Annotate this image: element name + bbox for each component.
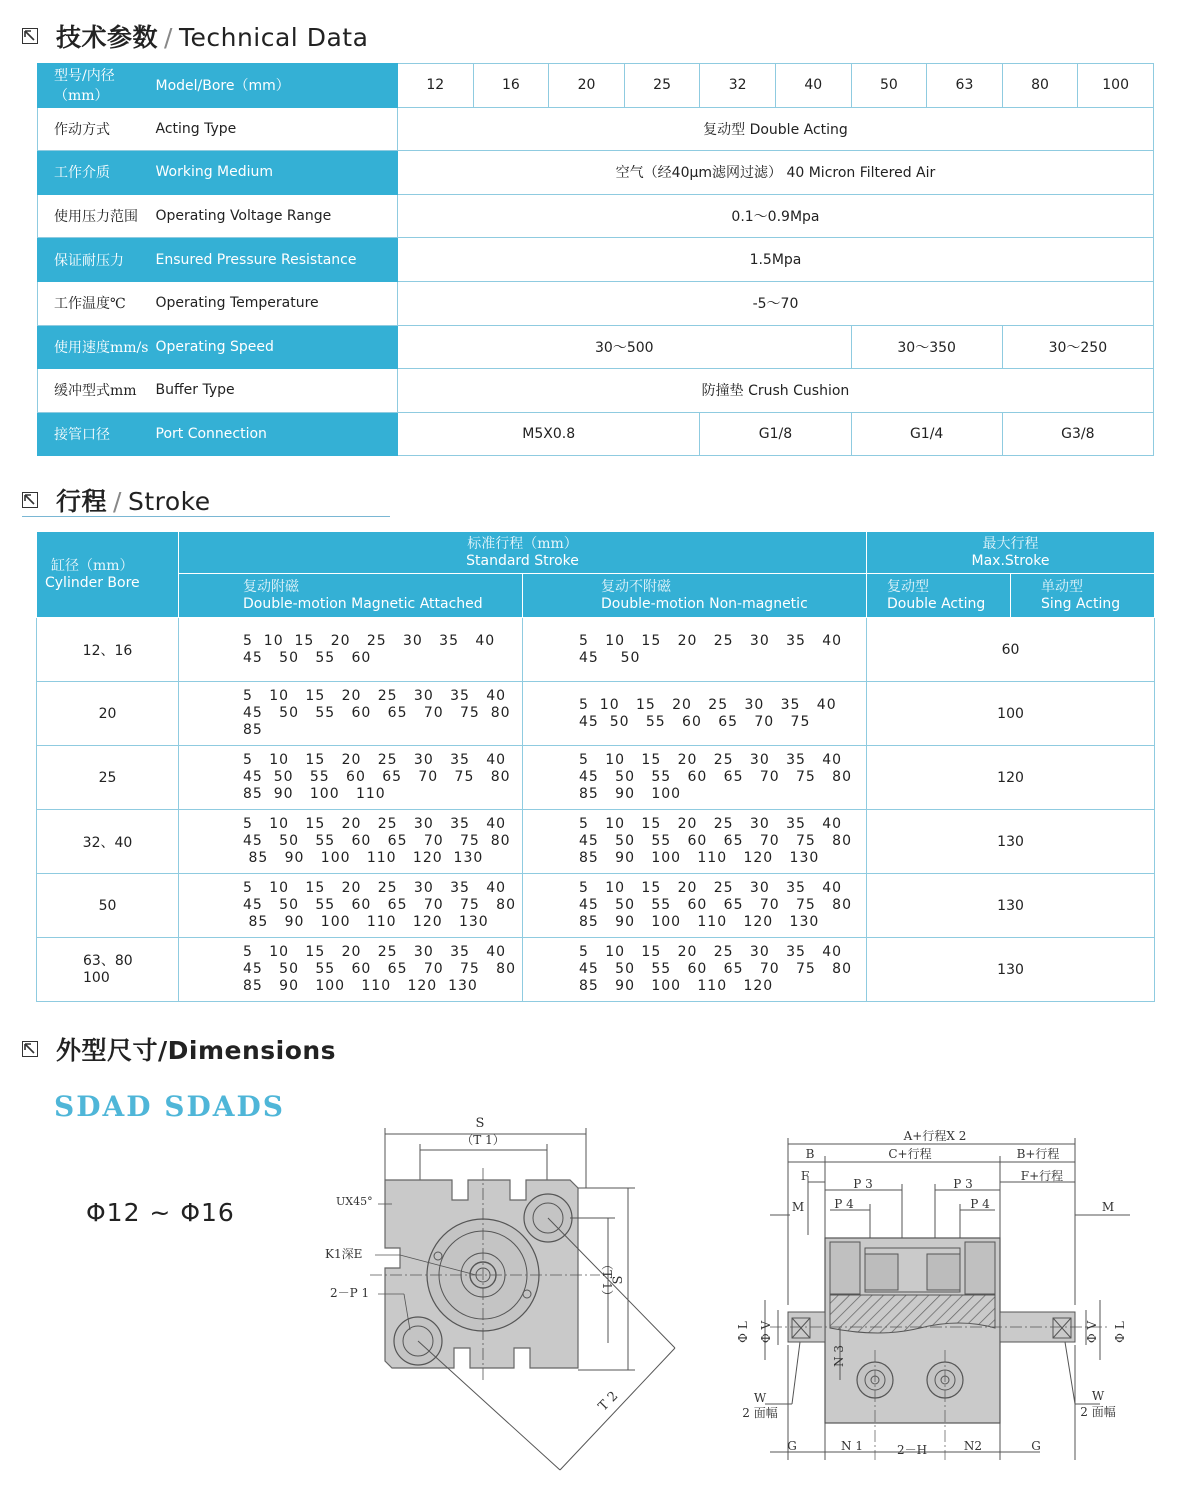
magnetic-strokes: 5 10 15 20 25 30 35 40 45 50 55 60 65 70 75 80 85 [179, 682, 523, 746]
row-value: G1/8 [700, 412, 851, 456]
max-stroke: 100 [867, 682, 1155, 746]
tech-row-pressure-resistance [38, 238, 1154, 282]
dim-p4-left: P 4 [834, 1197, 854, 1211]
tech-row-temperature [38, 281, 1154, 325]
row-value: 1.5Mpa [398, 238, 1154, 282]
non-magnetic-strokes: 5 10 15 20 25 30 35 40 45 50 [523, 618, 867, 682]
bore-cell: 80 [1002, 64, 1078, 108]
row-value: -5～70 [398, 281, 1154, 325]
bore-cell: 40 [775, 64, 851, 108]
piston-part [865, 1254, 898, 1290]
non-magnetic-header: 复动不附磁 Double-motion Non-magnetic [523, 574, 867, 618]
bore-cell: 50 [37, 874, 179, 938]
row-label-en: Operating Temperature [156, 281, 398, 325]
dim-m-left: M [791, 1200, 805, 1214]
dim-p4-right: P 4 [970, 1197, 990, 1211]
tech-row-pressure-range [38, 194, 1154, 238]
model-name: SDAD SDADS [54, 1090, 285, 1123]
row-value: 空气（经40μm滤网过滤） 40 Micron Filtered Air [398, 151, 1154, 195]
row-label-cn: 工作介质 [38, 151, 156, 195]
stroke-row [37, 810, 1155, 874]
section-arrow-icon [22, 1041, 38, 1057]
stroke-row [37, 938, 1155, 1002]
section-arrow-icon [22, 28, 38, 44]
dim-n3: N 3 [832, 1345, 846, 1367]
double-acting-header: 复动型 Double Acting [867, 574, 1011, 618]
single-acting-header: 单动型 Sing Acting [1011, 574, 1155, 618]
dim-p3-right: P 3 [953, 1177, 973, 1191]
row-label-en: Operating Speed [156, 325, 398, 369]
front-view-drawing [325, 1108, 690, 1478]
row-value: G3/8 [1002, 412, 1153, 456]
row-label-en: Ensured Pressure Resistance [156, 238, 398, 282]
non-magnetic-strokes: 5 10 15 20 25 30 35 40 45 50 55 60 65 70 75 80 85 90 100 110 120 [523, 938, 867, 1002]
dim-f-left: F [800, 1169, 810, 1183]
dim-phi-l-left: Φ L [736, 1321, 750, 1343]
bore-cell: 32、40 [37, 810, 179, 874]
non-magnetic-strokes: 5 10 15 20 25 30 35 40 45 50 55 60 65 70 75 80 85 90 100 110 120 130 [523, 874, 867, 938]
bore-cell: 25 [624, 64, 700, 108]
section-arrow-icon [22, 492, 38, 508]
section-divider [22, 516, 390, 517]
row-label-en: Model/Bore（mm） [156, 64, 398, 108]
row-label-en: Operating Voltage Range [156, 194, 398, 238]
dim-phi-l-right: Φ L [1113, 1321, 1127, 1343]
dim-w2-left: 2 面幅 [742, 1406, 778, 1420]
dim-phi-v-left: Φ V [759, 1320, 773, 1344]
dim-ux: UX45° [336, 1195, 373, 1208]
dim-t2: T 2 [595, 1388, 622, 1415]
dim-b-right: B+行程 [1016, 1147, 1060, 1161]
row-value: 防撞垫 Crush Cushion [398, 369, 1154, 413]
row-label-cn: 接管口径 [38, 412, 156, 456]
row-label-cn: 缓冲型式mm [38, 369, 156, 413]
row-label-cn: 作动方式 [38, 107, 156, 151]
bore-cell: 32 [700, 64, 776, 108]
dim-m-right: M [1101, 1200, 1115, 1214]
dim-s-top: S [475, 1116, 485, 1131]
dim-phi-v-right: Φ V [1085, 1320, 1099, 1344]
stroke-row [37, 618, 1155, 682]
standard-stroke-header: 标准行程（mm） Standard Stroke [179, 532, 867, 574]
dim-n2: N2 [963, 1439, 983, 1453]
tech-row-speed [38, 325, 1154, 369]
stroke-header-row-2 [37, 574, 1155, 618]
dim-c: C+行程 [888, 1147, 932, 1161]
tech-section-header [22, 18, 368, 54]
stroke-table [36, 531, 1155, 1002]
dim-t1-side: （T 1） [600, 1258, 614, 1302]
non-magnetic-strokes: 5 10 15 20 25 30 35 40 45 50 55 60 65 70 75 80 85 90 100 110 120 130 [523, 810, 867, 874]
dim-n1: N 1 [841, 1439, 863, 1453]
row-label-cn: 型号/内径（mm） [38, 64, 156, 108]
bore-cell: 63 [927, 64, 1003, 108]
row-value: 30～250 [1002, 325, 1153, 369]
stroke-row [37, 746, 1155, 810]
dim-p1: 2－P 1 [330, 1286, 370, 1300]
dim-w2-right: 2 面幅 [1080, 1405, 1116, 1419]
row-value: 30～350 [851, 325, 1002, 369]
dimensions-section-header [22, 1031, 336, 1067]
dim-g-right: G [1031, 1439, 1041, 1453]
bore-cell: 12 [398, 64, 474, 108]
stroke-row [37, 874, 1155, 938]
stroke-section-header [22, 482, 211, 518]
dim-a: A+行程X 2 [903, 1129, 967, 1143]
end-cap-right [965, 1242, 995, 1294]
max-stroke: 60 [867, 618, 1155, 682]
bore-cell: 20 [549, 64, 625, 108]
row-label-en: Acting Type [156, 107, 398, 151]
non-magnetic-strokes: 5 10 15 20 25 30 35 40 45 50 55 60 65 70 75 [523, 682, 867, 746]
bore-cell: 100 [1078, 64, 1154, 108]
tech-row-working-medium [38, 151, 1154, 195]
tech-row-port-connection [38, 412, 1154, 456]
side-view-drawing [730, 1120, 1150, 1470]
stroke-header-row-1 [37, 532, 1155, 574]
row-label-en: Buffer Type [156, 369, 398, 413]
row-label-en: Port Connection [156, 412, 398, 456]
row-label-cn: 使用压力范围 [38, 194, 156, 238]
bore-cell: 63、80 100 [37, 938, 179, 1002]
stroke-section-title: 行程 / Stroke [56, 487, 211, 516]
bore-cell: 50 [851, 64, 927, 108]
max-stroke: 130 [867, 938, 1155, 1002]
tech-section-title: 技术参数 / Technical Data [56, 23, 369, 52]
row-label-en: Working Medium [156, 151, 398, 195]
piston-part [927, 1254, 960, 1290]
dim-t1-top: （T 1） [461, 1133, 505, 1147]
dim-b-left: B [805, 1147, 815, 1161]
magnetic-strokes: 5 10 15 20 25 30 35 40 45 50 55 60 [179, 618, 523, 682]
magnetic-strokes: 5 10 15 20 25 30 35 40 45 50 55 60 65 70 75 80 85 90 100 110 120 130 [179, 874, 523, 938]
row-value: 30～500 [398, 325, 852, 369]
cylinder-bore-header: 缸径（mm） Cylinder Bore [37, 532, 179, 618]
technical-data-table [37, 63, 1154, 456]
stroke-row [37, 682, 1155, 746]
dim-w-right: W [1091, 1389, 1105, 1403]
end-cap-left [830, 1242, 860, 1294]
tech-row-acting-type [38, 107, 1154, 151]
row-value: 0.1～0.9Mpa [398, 194, 1154, 238]
row-value: 复动型 Double Acting [398, 107, 1154, 151]
magnetic-header: 复动附磁 Double-motion Magnetic Attached [179, 574, 523, 618]
bore-cell: 12、16 [37, 618, 179, 682]
row-label-cn: 使用速度mm/s [38, 325, 156, 369]
max-stroke: 130 [867, 874, 1155, 938]
dim-k1: K1深E [325, 1247, 363, 1261]
non-magnetic-strokes: 5 10 15 20 25 30 35 40 45 50 55 60 65 70 75 80 85 90 100 [523, 746, 867, 810]
max-stroke-header: 最大行程 Max.Stroke [867, 532, 1155, 574]
dim-p3-left: P 3 [853, 1177, 873, 1191]
dim-g-left: G [787, 1439, 797, 1453]
dim-f-right: F+行程 [1020, 1169, 1064, 1183]
tech-row-buffer-type [38, 369, 1154, 413]
dim-s-side: S [611, 1275, 626, 1285]
bore-cell: 20 [37, 682, 179, 746]
max-stroke: 130 [867, 810, 1155, 874]
row-label-cn: 工作温度℃ [38, 281, 156, 325]
row-label-cn: 保证耐压力 [38, 238, 156, 282]
bore-cell: 16 [473, 64, 549, 108]
dim-w-left: W [753, 1391, 767, 1405]
magnetic-strokes: 5 10 15 20 25 30 35 40 45 50 55 60 65 70 75 80 85 90 100 110 [179, 746, 523, 810]
row-value: M5X0.8 [398, 412, 700, 456]
row-value: G1/4 [851, 412, 1002, 456]
magnetic-strokes: 5 10 15 20 25 30 35 40 45 50 55 60 65 70 75 80 85 90 100 110 120 130 [179, 810, 523, 874]
max-stroke: 120 [867, 746, 1155, 810]
tech-header-row [38, 64, 1154, 108]
bore-cell: 25 [37, 746, 179, 810]
bore-range: Φ12 ~ Φ16 [86, 1198, 235, 1227]
dim-2h: 2－H [896, 1443, 928, 1457]
dimensions-section-title: 外型尺寸/Dimensions [56, 1036, 337, 1065]
magnetic-strokes: 5 10 15 20 25 30 35 40 45 50 55 60 65 70 75 80 85 90 100 110 120 130 [179, 938, 523, 1002]
